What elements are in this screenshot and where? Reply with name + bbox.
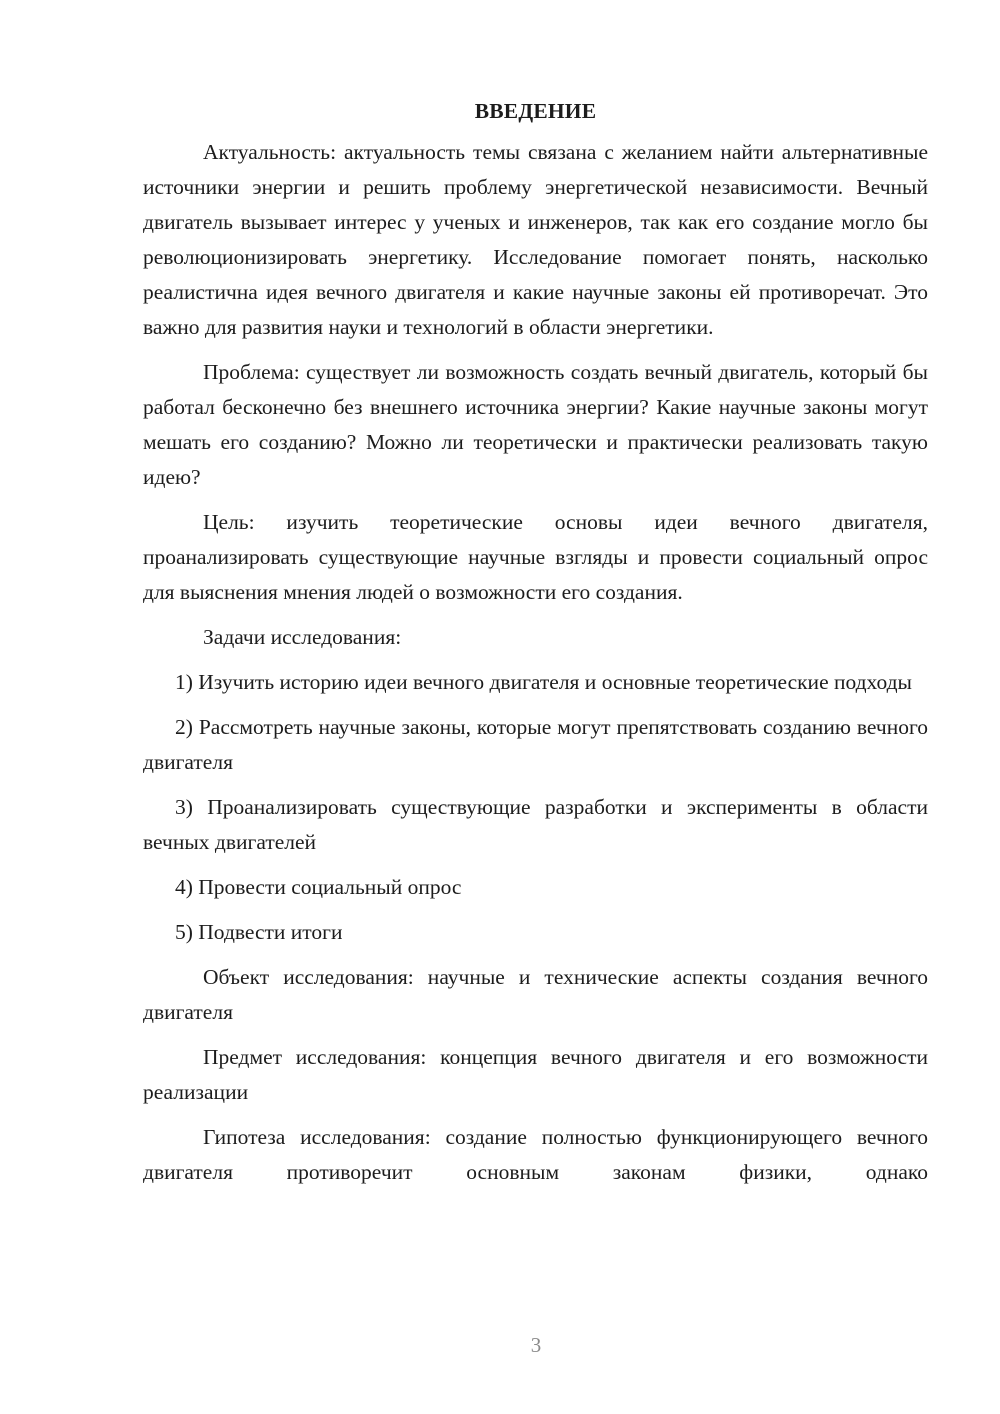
- paragraph-hypothesis: Гипотеза исследования: создание полностью функционирующего вечного двигателя противоречит основным законам физики, однако: [143, 1125, 928, 1184]
- document-page: [143, 94, 928, 1200]
- task-item-1: 1) Изучить историю идеи вечного двигателя и основные теоретические подходы: [175, 670, 913, 694]
- paragraph-problem: Проблема: существует ли возможность создать вечный двигатель, который бы работал бесконечно без внешнего источника энергии? Какие научные законы могут мешать его созданию? Можно ли теоретически и практически реализовать такую идею?: [143, 360, 928, 489]
- page-number: 3: [530, 1333, 542, 1357]
- paragraph-subject: Предмет исследования: концепция вечного двигателя и его возможности реализации: [143, 1045, 928, 1104]
- task-item-5: 5) Подвести итоги: [175, 920, 343, 944]
- paragraph-object: Объект исследования: научные и технические аспекты создания вечного двигателя: [143, 965, 928, 1024]
- section-title: ВВЕДЕНИЕ: [474, 99, 597, 123]
- task-item-4: 4) Провести социальный опрос: [175, 875, 462, 899]
- task-item-2: 2) Рассмотреть научные законы, которые могут препятствовать созданию вечного двигателя: [143, 715, 928, 774]
- task-item-3: 3) Проанализировать существующие разработки и эксперименты в области вечных двигателей: [143, 795, 928, 854]
- tasks-list: [143, 665, 928, 950]
- paragraph-goal: Цель: изучить теоретические основы идеи вечного двигателя, проанализировать существующие научные взгляды и провести социальный опрос для выяснения мнения людей о возможности его создания.: [143, 510, 928, 604]
- paragraph-relevance: Актуальность: актуальность темы связана с желанием найти альтернативные источники энергии и решить проблему энергетической независимости. Вечный двигатель вызывает интерес у ученых и инженеров, так как его создание могло бы революционизировать энергетику. Исследование помогает понять, насколько реалистична идея вечного двигателя и какие научные законы ей противоречат. Это важно для развития науки и технологий в области энергетики.: [143, 140, 928, 339]
- tasks-heading: Задачи исследования:: [203, 625, 402, 649]
